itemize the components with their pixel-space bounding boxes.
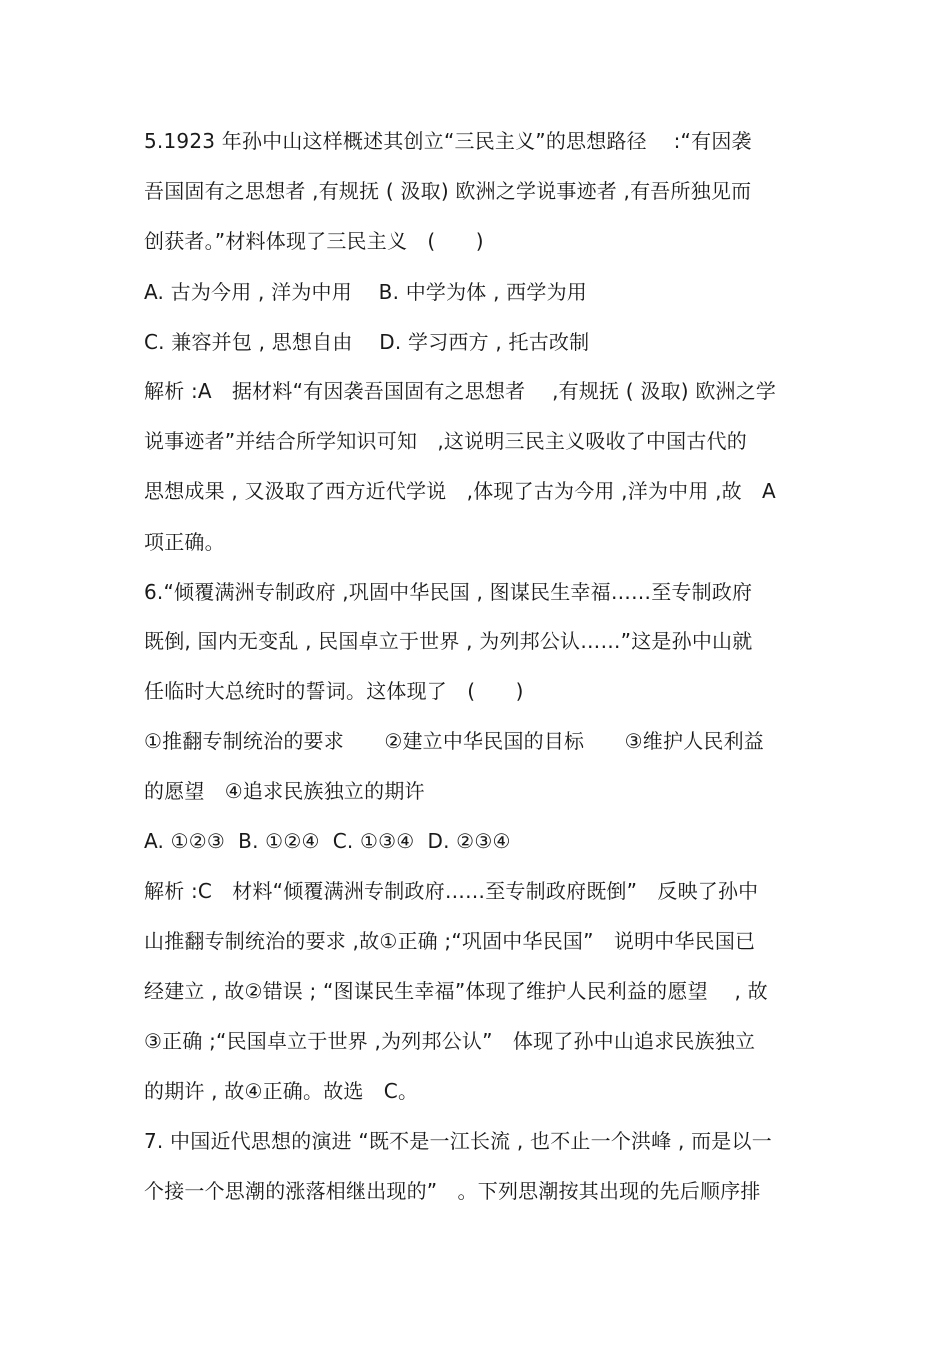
text-line: C. 兼容并包 , 思想自由 D. 学习西方 , 托古改制 xyxy=(144,330,590,354)
text-line: 解析 :C 材料“倾覆满洲专制政府……至专制政府既倒” 反映了孙中 xyxy=(144,879,759,903)
text-line: 的期许 , 故④正确。故选 C。 xyxy=(144,1079,419,1103)
text-line: A. ①②③ B. ①②④ C. ①③④ D. ②③④ xyxy=(144,829,511,853)
text-line: 项正确。 xyxy=(144,530,225,554)
text-line: 5.1923 年孙中山这样概述其创立“三民主义”的思想路径 :“有因袭 xyxy=(144,129,752,153)
text-line: 既倒, 国内无变乱 , 民国卓立于世界 , 为列邦公认……”这是孙中山就 xyxy=(144,629,753,653)
text-line: A. 古为今用 , 洋为中用 B. 中学为体 , 西学为用 xyxy=(144,280,587,304)
text-line: 山推翻专制统治的要求 ,故①正确 ;“巩固中华民国” 说明中华民国已 xyxy=(144,929,756,953)
text-line: 创获者。”材料体现了三民主义 ( ) xyxy=(144,229,484,253)
text-line: 6.“倾覆满洲专制政府 ,巩固中华民国 , 图谋民生幸福……至专制政府 xyxy=(144,580,753,604)
text-line: 经建立 , 故②错误 ; “图谋民生幸福”体现了维护人民利益的愿望 , 故 xyxy=(144,979,768,1003)
text-line: 吾国固有之思想者 ,有规抚 ( 汲取) 欧洲之学说事迹者 ,有吾所独见而 xyxy=(144,179,752,203)
text-line: 解析 :A 据材料“有因袭吾国固有之思想者 ,有规抚 ( 汲取) 欧洲之学 xyxy=(144,379,777,403)
text-line: 个接一个思潮的涨落相继出现的” 。下列思潮按其出现的先后顺序排 xyxy=(144,1179,761,1203)
text-line: ①推翻专制统治的要求 ②建立中华民国的目标 ③维护人民利益 xyxy=(144,729,764,753)
text-line: 说事迹者”并结合所学知识可知 ,这说明三民主义吸收了中国古代的 xyxy=(144,429,747,453)
text-line: 任临时大总统时的誓词。这体现了 ( ) xyxy=(144,679,524,703)
text-line: 思想成果 , 又汲取了西方近代学说 ,体现了古为今用 ,洋为中用 ,故 A xyxy=(144,479,776,503)
text-line: 7. 中国近代思想的演进 “既不是一江长流 , 也不止一个洪峰 , 而是以一 xyxy=(144,1129,772,1153)
text-line: 的愿望 ④追求民族独立的期许 xyxy=(144,779,425,803)
text-line: ③正确 ;“民国卓立于世界 ,为列邦公认” 体现了孙中山追求民族独立 xyxy=(144,1029,756,1053)
